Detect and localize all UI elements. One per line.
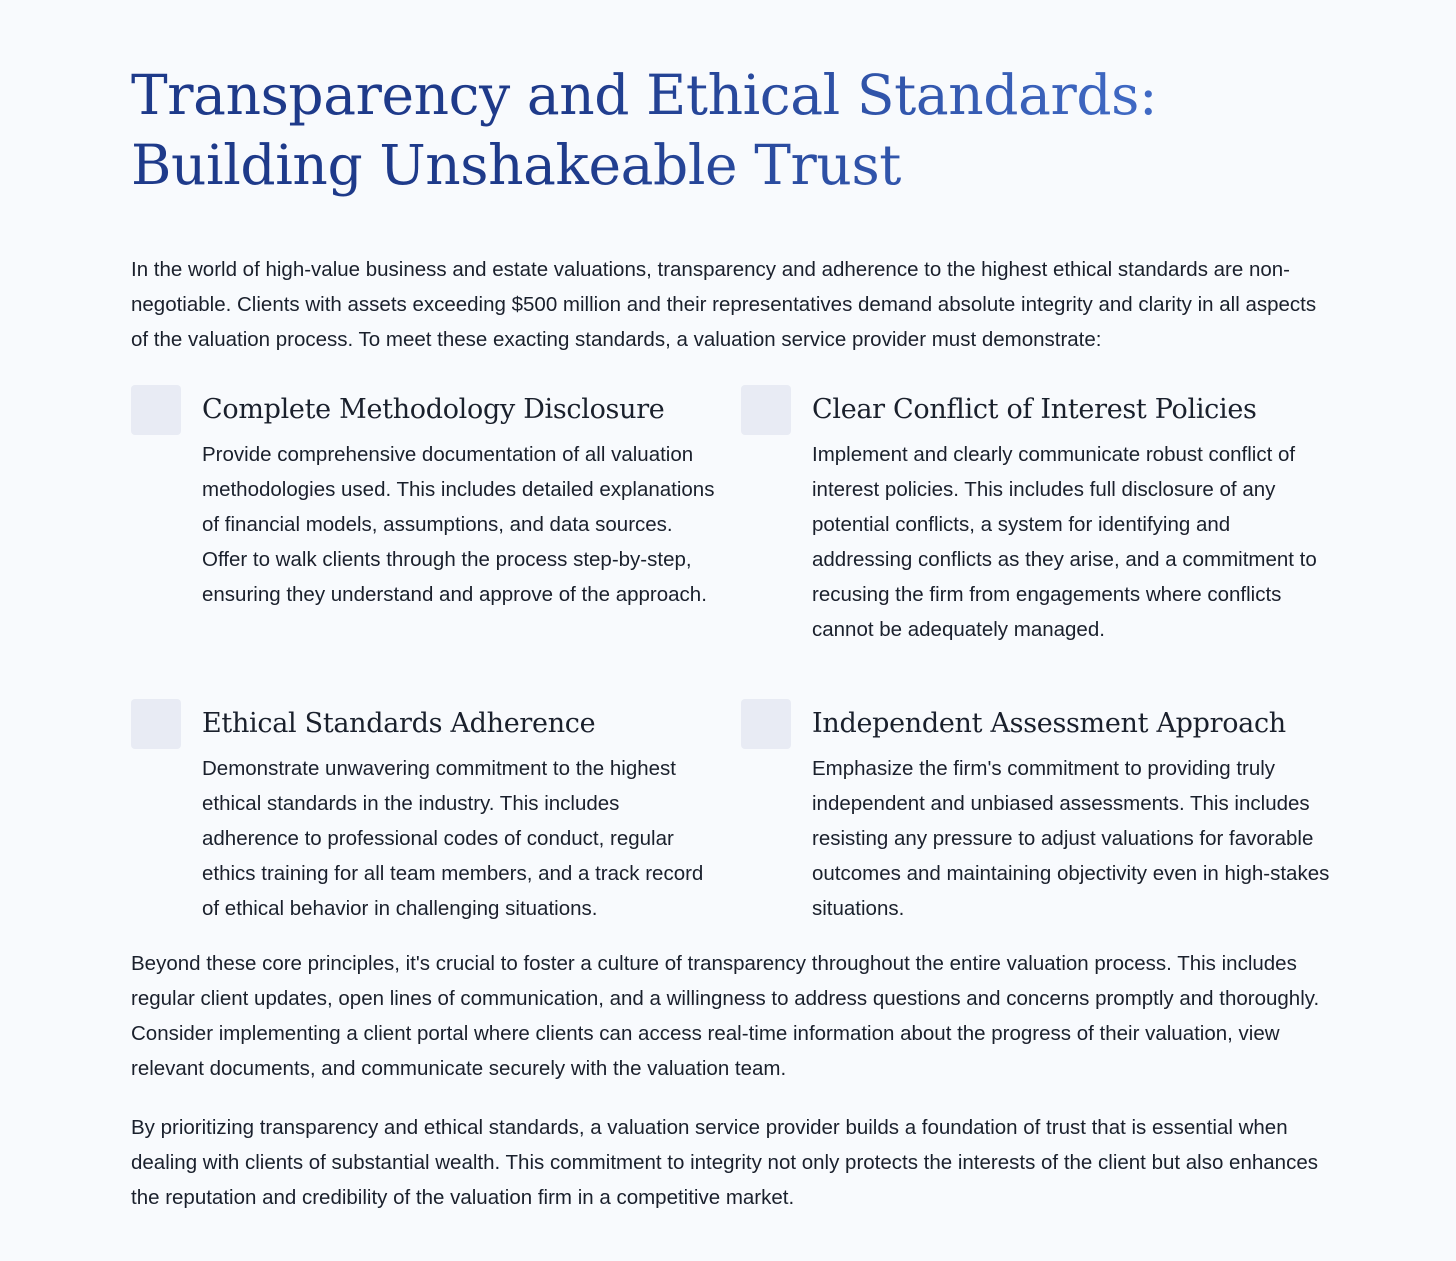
principles-grid	[131, 385, 1330, 926]
principle-title: Complete Methodology Disclosure	[202, 394, 665, 425]
principle-card-body	[202, 385, 721, 612]
intro-paragraph: In the world of high-value business and estate valuations, transparency and adherence to the highest ethical standards are non-negotiable. Clients with assets exceeding $500 million and their representatives demand absolute integrity and clarity in all aspects of the valuation process. To meet these exacting standards, a valuation service provider must demonstrate:	[131, 258, 1317, 351]
principle-text: Provide comprehensive documentation of all valuation methodologies used. This includes detailed explanations of financial models, assumptions, and data sources. Offer to walk clients through the process step-by-step, ensuring they understand and approve of the approach.	[202, 443, 715, 606]
principle-icon-placeholder	[741, 385, 791, 435]
principle-card-body	[812, 699, 1331, 926]
principle-title: Ethical Standards Adherence	[202, 708, 596, 739]
principle-card-body	[812, 385, 1331, 647]
page-title: Transparency and Ethical Standards: Building Unshakeable Trust	[131, 60, 1331, 200]
principle-title: Clear Conflict of Interest Policies	[812, 394, 1257, 425]
principle-text: Demonstrate unwavering commitment to the highest ethical standards in the industry. This includes adherence to professional codes of conduct, regular ethics training for all team members, and a track record of ethical behavior in challenging situations.	[202, 757, 704, 920]
principle-card-independence	[741, 699, 1331, 926]
principle-card-methodology	[131, 385, 721, 647]
principle-icon-placeholder	[741, 699, 791, 749]
principle-text: Implement and clearly communicate robust conflict of interest policies. This includes full disclosure of any potential conflicts, a system for identifying and addressing conflicts as they arise, and a commitment to recusing the firm from engagements where conflicts cannot be adequately managed.	[812, 443, 1317, 641]
principle-card-conflict	[741, 385, 1331, 647]
principle-icon-placeholder	[131, 699, 181, 749]
principle-text: Emphasize the firm's commitment to providing truly independent and unbiased assessments. This includes resisting any pressure to adjust valuations for favorable outcomes and maintaining objectivity even in high-stakes situations.	[812, 757, 1330, 920]
beyond-paragraph: Beyond these core principles, it's crucial to foster a culture of transparency throughout the entire valuation process. This includes regular client updates, open lines of communication, and a willingness to address questions and concerns promptly and thoroughly. Consider implementing a client portal where clients can access real-time information about the progress of their valuation, view relevant documents, and communicate securely with the valuation team.	[131, 952, 1320, 1080]
principle-card-body	[202, 699, 721, 926]
principle-title: Independent Assessment Approach	[812, 708, 1286, 739]
closing-paragraph: By prioritizing transparency and ethical standards, a valuation service provider builds a foundation of trust that is essential when dealing with clients of substantial wealth. This commitment to integrity not only protects the interests of the client but also enhances the reputation and credibility of the valuation firm in a competitive market.	[131, 1116, 1318, 1209]
principle-icon-placeholder	[131, 385, 181, 435]
principle-card-ethics	[131, 699, 721, 926]
